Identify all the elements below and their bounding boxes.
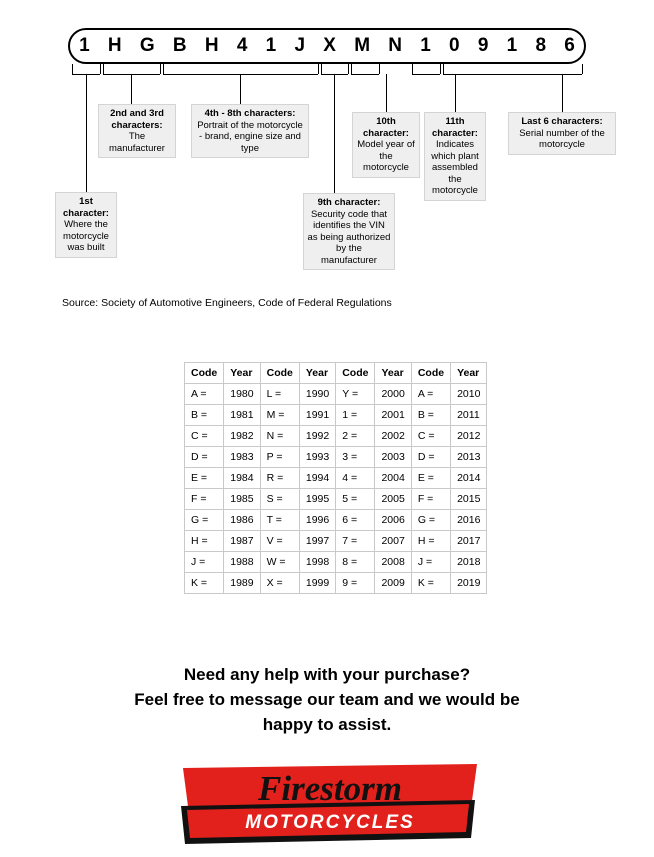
vin-diagram [0, 0, 654, 309]
cell-year: 1991 [299, 405, 335, 426]
cell-year: 2006 [375, 510, 411, 531]
cell-year: 2018 [451, 552, 487, 573]
note-body: Where the motorcycle was built [63, 219, 109, 253]
note-title: Last 6 characters: [521, 116, 603, 127]
cell-code: G = [411, 510, 450, 531]
leader-line [351, 74, 379, 75]
cell-code: 5 = [336, 489, 375, 510]
cell-code: C = [411, 426, 450, 447]
cell-code: G = [185, 510, 224, 531]
cell-year: 1982 [224, 426, 260, 447]
vin-char-16: 8 [535, 35, 547, 56]
table-row [185, 510, 487, 531]
cell-year: 2005 [375, 489, 411, 510]
leader-line [412, 64, 413, 74]
leader-line [103, 64, 104, 74]
cell-year: 2007 [375, 531, 411, 552]
cell-year: 1995 [299, 489, 335, 510]
table-row [185, 426, 487, 447]
cell-code: 8 = [336, 552, 375, 573]
note-title: 1st character: [63, 196, 109, 219]
cell-year: 2004 [375, 468, 411, 489]
cell-year: 1989 [224, 573, 260, 594]
cell-code: 6 = [336, 510, 375, 531]
vin-char-11: N [388, 35, 402, 56]
col-header-year-2: Year [299, 363, 335, 384]
leader-line [412, 74, 440, 75]
logo-brand-text: Firestorm [258, 769, 402, 808]
leader-line [318, 64, 319, 74]
vin-char-3: G [139, 35, 155, 56]
note-title: 10th character: [363, 116, 409, 139]
col-header-code-3: Code [336, 363, 375, 384]
note-title: 9th character: [317, 197, 381, 208]
table-row [185, 489, 487, 510]
cell-year: 1987 [224, 531, 260, 552]
cell-code: E = [411, 468, 450, 489]
col-header-year-1: Year [224, 363, 260, 384]
year-code-table-wrapper [184, 362, 487, 594]
cell-year: 2015 [451, 489, 487, 510]
table-row [185, 468, 487, 489]
note-body: Indicates which plant assembled the motorcycle [431, 139, 479, 196]
note-last-6-characters [508, 112, 616, 155]
cell-year: 2001 [375, 405, 411, 426]
cell-code: 3 = [336, 447, 375, 468]
cell-code: V = [260, 531, 299, 552]
col-header-code-1: Code [185, 363, 224, 384]
leader-line [160, 64, 161, 74]
cell-code: F = [185, 489, 224, 510]
vin-char-14: 9 [477, 35, 489, 56]
cell-code: B = [411, 405, 450, 426]
cell-code: E = [185, 468, 224, 489]
note-1st-character [55, 192, 117, 258]
leader-line [455, 74, 456, 112]
cell-year: 2009 [375, 573, 411, 594]
cell-code: L = [260, 384, 299, 405]
cell-year: 2019 [451, 573, 487, 594]
note-body: The manufacturer [109, 131, 165, 154]
col-header-year-4: Year [451, 363, 487, 384]
cell-code: 9 = [336, 573, 375, 594]
table-row [185, 447, 487, 468]
vin-char-13: 0 [449, 35, 460, 56]
note-4th-8th-characters [191, 104, 309, 158]
note-title: 2nd and 3rd characters: [110, 108, 164, 131]
cell-code: 7 = [336, 531, 375, 552]
cell-year: 1993 [299, 447, 335, 468]
cell-code: 1 = [336, 405, 375, 426]
cell-code: H = [411, 531, 450, 552]
vin-char-12: 1 [420, 35, 431, 56]
note-body: Model year of the motorcycle [357, 139, 415, 173]
leader-line [131, 74, 132, 104]
cell-year: 2003 [375, 447, 411, 468]
vin-char-17: 6 [564, 35, 575, 56]
vin-char-6: 4 [236, 35, 248, 56]
leader-line [334, 74, 335, 193]
vin-char-9: X [323, 35, 336, 56]
cell-year: 2012 [451, 426, 487, 447]
help-message [0, 662, 654, 737]
table-header-row [185, 363, 487, 384]
firestorm-motorcycles-logo [175, 762, 485, 847]
vin-char-2: H [107, 35, 122, 56]
leader-line [379, 64, 380, 74]
cell-code: P = [260, 447, 299, 468]
leader-line [443, 64, 444, 74]
cell-year: 1985 [224, 489, 260, 510]
cell-code: A = [411, 384, 450, 405]
leader-line [72, 64, 73, 74]
cell-code: R = [260, 468, 299, 489]
note-10th-character [352, 112, 420, 178]
cell-year: 2013 [451, 447, 487, 468]
note-body: Serial number of the motorcycle [519, 127, 605, 150]
cell-code: J = [185, 552, 224, 573]
vin-char-7: 1 [265, 35, 277, 56]
leader-line [351, 64, 352, 74]
leader-line [582, 64, 583, 74]
cell-year: 2002 [375, 426, 411, 447]
cell-code: F = [411, 489, 450, 510]
vin-char-5: H [204, 35, 219, 56]
cell-year: 2008 [375, 552, 411, 573]
table-row [185, 531, 487, 552]
cell-code: H = [185, 531, 224, 552]
vin-character-bar [68, 28, 586, 64]
vin-char-1: 1 [79, 35, 90, 56]
leader-line [100, 64, 101, 74]
cell-code: D = [411, 447, 450, 468]
col-header-year-3: Year [375, 363, 411, 384]
cell-year: 1983 [224, 447, 260, 468]
logo-svg [175, 762, 485, 847]
cell-code: Y = [336, 384, 375, 405]
note-title: 4th - 8th characters: [204, 108, 296, 119]
cell-year: 1981 [224, 405, 260, 426]
table-row [185, 405, 487, 426]
leader-line [386, 74, 387, 112]
cell-code: C = [185, 426, 224, 447]
vin-char-4: B [172, 35, 187, 56]
cell-code: M = [260, 405, 299, 426]
cell-code: W = [260, 552, 299, 573]
cell-code: N = [260, 426, 299, 447]
vin-char-15: 1 [506, 35, 518, 56]
note-2nd-3rd-characters [98, 104, 176, 158]
source-citation: Source: Society of Automotive Engineers, Code of Federal Regulations [62, 297, 392, 309]
cell-code: K = [411, 573, 450, 594]
cell-code: B = [185, 405, 224, 426]
note-11th-character [424, 112, 486, 201]
table-body [185, 384, 487, 594]
cell-code: J = [411, 552, 450, 573]
leader-line [240, 74, 241, 104]
cell-code: 2 = [336, 426, 375, 447]
help-line-3: happy to assist. [262, 715, 392, 734]
cell-year: 1996 [299, 510, 335, 531]
leader-line [321, 64, 322, 74]
cell-year: 2000 [375, 384, 411, 405]
logo-subtitle-text: MOTORCYCLES [245, 812, 415, 833]
cell-year: 2016 [451, 510, 487, 531]
cell-year: 1994 [299, 468, 335, 489]
year-code-table [184, 362, 487, 594]
cell-year: 2010 [451, 384, 487, 405]
vin-char-8: J [294, 35, 306, 56]
cell-code: D = [185, 447, 224, 468]
cell-year: 1997 [299, 531, 335, 552]
cell-year: 1999 [299, 573, 335, 594]
help-line-1: Need any help with your purchase? [183, 665, 471, 684]
table-row [185, 552, 487, 573]
table-row [185, 384, 487, 405]
cell-code: T = [260, 510, 299, 531]
cell-year: 2011 [451, 405, 487, 426]
cell-code: A = [185, 384, 224, 405]
note-body: Security code that identifies the VIN as being authorized by the manufacturer [307, 208, 391, 266]
cell-year: 1998 [299, 552, 335, 573]
cell-year: 1984 [224, 468, 260, 489]
cell-code: K = [185, 573, 224, 594]
vin-char-10: M [354, 35, 371, 56]
leader-line [163, 64, 164, 74]
cell-year: 1980 [224, 384, 260, 405]
leader-line [348, 64, 349, 74]
col-header-code-4: Code [411, 363, 450, 384]
leader-line [440, 64, 441, 74]
leader-line [86, 74, 87, 192]
leader-line [562, 74, 563, 112]
note-9th-character [303, 193, 395, 270]
cell-year: 1990 [299, 384, 335, 405]
col-header-code-2: Code [260, 363, 299, 384]
note-body: Portrait of the motorcycle - brand, engine size and type [197, 119, 303, 154]
cell-code: S = [260, 489, 299, 510]
cell-year: 1986 [224, 510, 260, 531]
help-line-2: Feel free to message our team and we would be [134, 690, 520, 709]
note-title: 11th character: [432, 116, 478, 139]
cell-year: 1992 [299, 426, 335, 447]
cell-code: X = [260, 573, 299, 594]
table-row [185, 573, 487, 594]
cell-year: 2017 [451, 531, 487, 552]
cell-year: 1988 [224, 552, 260, 573]
cell-code: 4 = [336, 468, 375, 489]
cell-year: 2014 [451, 468, 487, 489]
